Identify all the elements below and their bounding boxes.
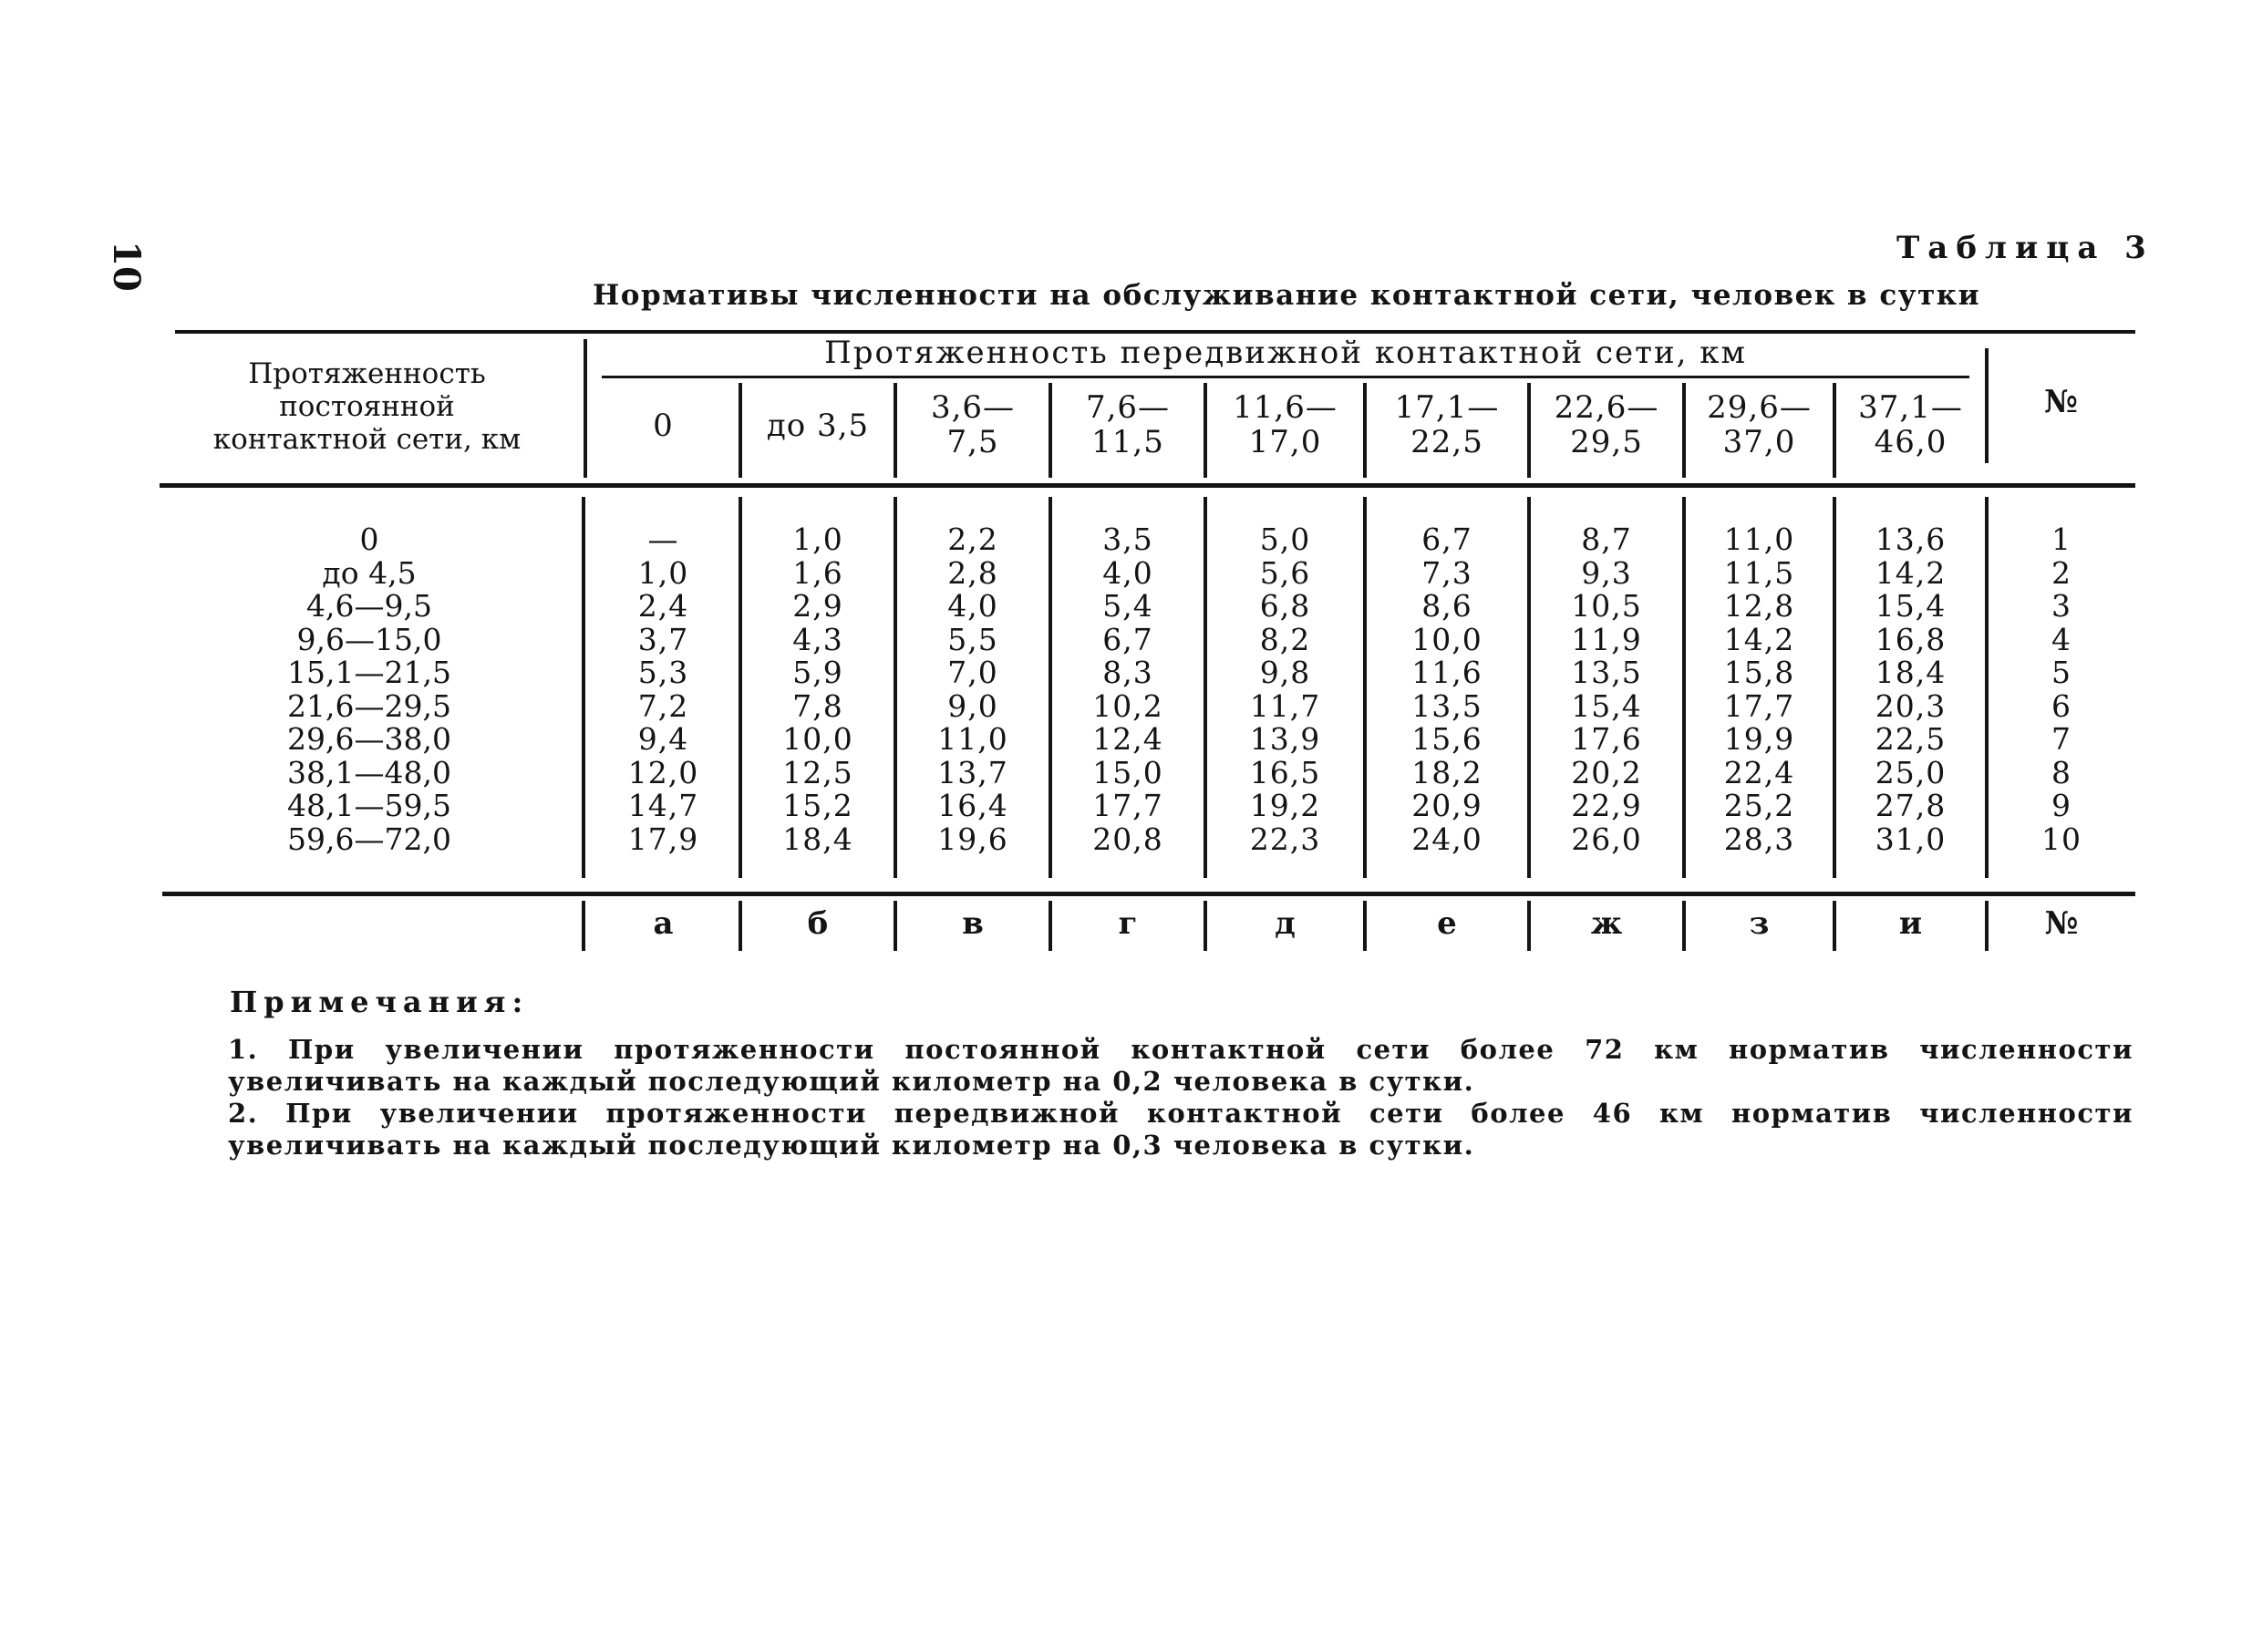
column-header: 22,6— 29,5 [1554, 389, 1659, 460]
table-cell: 1,0 [637, 554, 689, 591]
table-cell: 22,9 [1571, 788, 1642, 823]
table-cell: 9,3 [1581, 554, 1632, 591]
column-letter: в [962, 905, 984, 942]
data-column-d [1207, 523, 1363, 856]
table-cell: 24,0 [1411, 821, 1483, 857]
data-column-zh [1531, 523, 1682, 856]
row-number: 7 [2051, 721, 2072, 757]
row-label: 21,6—29,5 [287, 687, 451, 724]
table-cell: 15,4 [1875, 588, 1947, 624]
column-header: 11,6— 17,0 [1233, 389, 1338, 460]
table-cell: 28,3 [1723, 821, 1795, 857]
table-cell: 22,4 [1723, 754, 1795, 790]
table-cell: 7,3 [1421, 554, 1472, 591]
column-letter: з [1749, 905, 1770, 942]
row-label: 9,6—15,0 [296, 621, 442, 657]
table-cell: 16,8 [1875, 621, 1947, 657]
table-cell: 15,2 [782, 788, 853, 823]
table-cell: 14,7 [627, 788, 699, 823]
row-label: 48,1—59,5 [287, 788, 451, 823]
table-cell: 12,8 [1723, 588, 1795, 624]
table-cell: 13,5 [1411, 687, 1483, 724]
table-top-rule [175, 330, 2135, 334]
corner-header-line: Протяженность [248, 357, 486, 390]
column-letter: ж [1590, 905, 1623, 942]
table-cell: 16,4 [937, 788, 1008, 823]
table-cell: 15,6 [1411, 721, 1483, 757]
column-letter: № [2044, 905, 2079, 942]
table-cell: 4,0 [1102, 554, 1153, 591]
table-cell: 25,2 [1723, 788, 1795, 823]
table-cell: 12,0 [627, 754, 699, 790]
note-text: 2. При увеличении протяженности передвижной контактной сети более 46 км норматив численности увеличивать на каждый последующий километр на 0,3 человека в сутки. [228, 1098, 2134, 1161]
column-header: 17,1— 22,5 [1394, 389, 1500, 460]
table-cell: 13,5 [1571, 655, 1642, 690]
table-cell: 13,6 [1875, 521, 1947, 557]
table-cell: 6,7 [1102, 621, 1153, 657]
table-cell: 19,9 [1723, 721, 1795, 757]
table-cell: 4,0 [947, 588, 998, 624]
table-cell: 11,6 [1411, 655, 1483, 690]
row-label: до 4,5 [322, 554, 417, 591]
row-label: 38,1—48,0 [287, 754, 451, 790]
table-cell: 2,2 [947, 521, 998, 557]
table-cell: 14,2 [1875, 554, 1947, 591]
row-number: 10 [2041, 821, 2082, 857]
column-header: 7,6— 11,5 [1085, 389, 1171, 460]
table-cell: 16,5 [1249, 754, 1321, 790]
table-cell: 20,2 [1571, 754, 1642, 790]
table-cell: 9,8 [1259, 655, 1311, 690]
column-header: 29,6— 37,0 [1707, 389, 1812, 460]
row-number: 6 [2051, 687, 2072, 724]
data-column-z [1686, 523, 1833, 856]
table-cell: 6,8 [1259, 588, 1311, 624]
note-1 [164, 1034, 2134, 1098]
row-number: 9 [2051, 788, 2072, 823]
column-letter: и [1898, 905, 1923, 942]
table-cell: 10,0 [1411, 621, 1483, 657]
table-cell: 5,5 [947, 621, 998, 657]
table-cell: 2,8 [947, 554, 998, 591]
column-letter: е [1437, 905, 1457, 942]
table-cell: 10,5 [1571, 588, 1642, 624]
header-bottom-rule [160, 483, 2135, 488]
table-cell: 13,7 [937, 754, 1008, 790]
table-cell: 4,3 [792, 621, 843, 657]
data-column-a [588, 523, 739, 856]
page-number: 10 [105, 241, 148, 292]
table-cell: 22,5 [1875, 721, 1947, 757]
col-separator [582, 497, 585, 878]
table-cell: — [647, 521, 679, 557]
row-label: 29,6—38,0 [287, 721, 451, 757]
corner-header-line: контактной сети, км [212, 423, 522, 456]
table-cell: 5,9 [792, 655, 843, 690]
row-number: 4 [2051, 621, 2072, 657]
column-header: 37,1— 46,0 [1858, 389, 1963, 460]
column-letter: б [807, 905, 829, 942]
table-cell: 19,2 [1249, 788, 1321, 823]
table-cell: 8,2 [1259, 621, 1311, 657]
table-cell: 13,9 [1249, 721, 1321, 757]
table-cell: 20,8 [1092, 821, 1163, 857]
data-column-i [1836, 523, 1985, 856]
table-cell: 1,6 [792, 554, 843, 591]
table-cell: 19,6 [937, 821, 1008, 857]
table-cell: 12,4 [1092, 721, 1163, 757]
table-cell: 31,0 [1875, 821, 1947, 857]
data-column-b [742, 523, 894, 856]
column-header: 3,6— 7,5 [930, 389, 1016, 460]
row-number: 3 [2051, 588, 2072, 624]
table-cell: 10,2 [1092, 687, 1163, 724]
table-bottom-rule [162, 892, 2135, 896]
column-letter: д [1275, 905, 1296, 942]
table-cell: 9,0 [947, 687, 998, 724]
table-cell: 1,0 [792, 521, 843, 557]
table-cell: 11,7 [1249, 687, 1321, 724]
table-cell: 11,0 [1723, 521, 1795, 557]
corner-header-line: постоянной [279, 390, 455, 423]
row-number: 1 [2051, 521, 2072, 557]
column-header: до 3,5 [766, 408, 870, 444]
mobile-header-rule [602, 376, 1969, 378]
table-cell: 7,0 [947, 655, 998, 690]
row-label: 0 [359, 521, 379, 557]
column-header: 0 [653, 408, 674, 444]
table-cell: 11,0 [937, 721, 1008, 757]
table-cell: 11,5 [1723, 554, 1795, 591]
table-cell: 10,0 [782, 721, 853, 757]
table-cell: 15,8 [1723, 655, 1795, 690]
table-cell: 27,8 [1875, 788, 1947, 823]
corner-header [187, 357, 547, 456]
data-column-v [897, 523, 1049, 856]
table-cell: 2,4 [637, 588, 689, 624]
table-cell: 14,2 [1723, 621, 1795, 657]
table-cell: 8,6 [1421, 588, 1472, 624]
table-cell: 5,3 [637, 655, 689, 690]
table-cell: 8,7 [1581, 521, 1632, 557]
column-letter: а [653, 905, 674, 942]
table-cell: 15,4 [1571, 687, 1642, 724]
table-cell: 17,7 [1092, 788, 1163, 823]
row-number: 5 [2051, 655, 2072, 690]
table-cell: 25,0 [1875, 754, 1947, 790]
table-cell: 20,9 [1411, 788, 1483, 823]
table-cell: 2,9 [792, 588, 843, 624]
table-cell: 5,0 [1259, 521, 1311, 557]
table-cell: 26,0 [1571, 821, 1642, 857]
data-column-e [1367, 523, 1527, 856]
number-header: № [2044, 384, 2079, 420]
table-cell: 17,9 [627, 821, 699, 857]
row-number: 8 [2051, 754, 2072, 790]
table-cell: 8,3 [1102, 655, 1153, 690]
table-cell: 15,0 [1092, 754, 1163, 790]
table-cell: 17,7 [1723, 687, 1795, 724]
row-number: 2 [2051, 554, 2072, 591]
table-cell: 7,2 [637, 687, 689, 724]
table-cell: 7,8 [792, 687, 843, 724]
table-cell: 17,6 [1571, 721, 1642, 757]
table-cell: 9,4 [637, 721, 689, 757]
table-cell: 6,7 [1421, 521, 1472, 557]
row-label: 4,6—9,5 [306, 588, 432, 624]
mobile-network-header: Протяженность передвижной контактной сети, км [824, 335, 1747, 371]
table-label: Таблица 3 [1896, 230, 2154, 266]
row-label: 15,1—21,5 [287, 655, 451, 690]
note-2 [164, 1098, 2134, 1162]
note-text: 1. При увеличении протяженности постоянной контактной сети более 72 км норматив численности увеличивать на каждый последующий километр на 0,2 человека в сутки. [228, 1034, 2134, 1097]
row-labels [228, 523, 511, 856]
table-cell: 5,4 [1102, 588, 1153, 624]
table-cell: 3,7 [637, 621, 689, 657]
notes-title: Примечания: [230, 985, 530, 1019]
table-cell: 18,2 [1411, 754, 1483, 790]
table-cell: 5,6 [1259, 554, 1311, 591]
data-column-g [1052, 523, 1204, 856]
table-cell: 11,9 [1571, 621, 1642, 657]
table-cell: 12,5 [782, 754, 853, 790]
table-cell: 18,4 [1875, 655, 1947, 690]
col-separator [582, 901, 585, 951]
table-cell: 18,4 [782, 821, 853, 857]
table-cell: 3,5 [1102, 521, 1153, 557]
column-letter: г [1118, 905, 1138, 942]
row-label: 59,6—72,0 [287, 821, 451, 857]
row-number-column [1989, 523, 2134, 856]
table-cell: 22,3 [1249, 821, 1321, 857]
table-title: Нормативы численности на обслуживание контактной сети, человек в сутки [593, 279, 1981, 312]
col-separator [584, 339, 587, 478]
table-cell: 20,3 [1875, 687, 1947, 724]
